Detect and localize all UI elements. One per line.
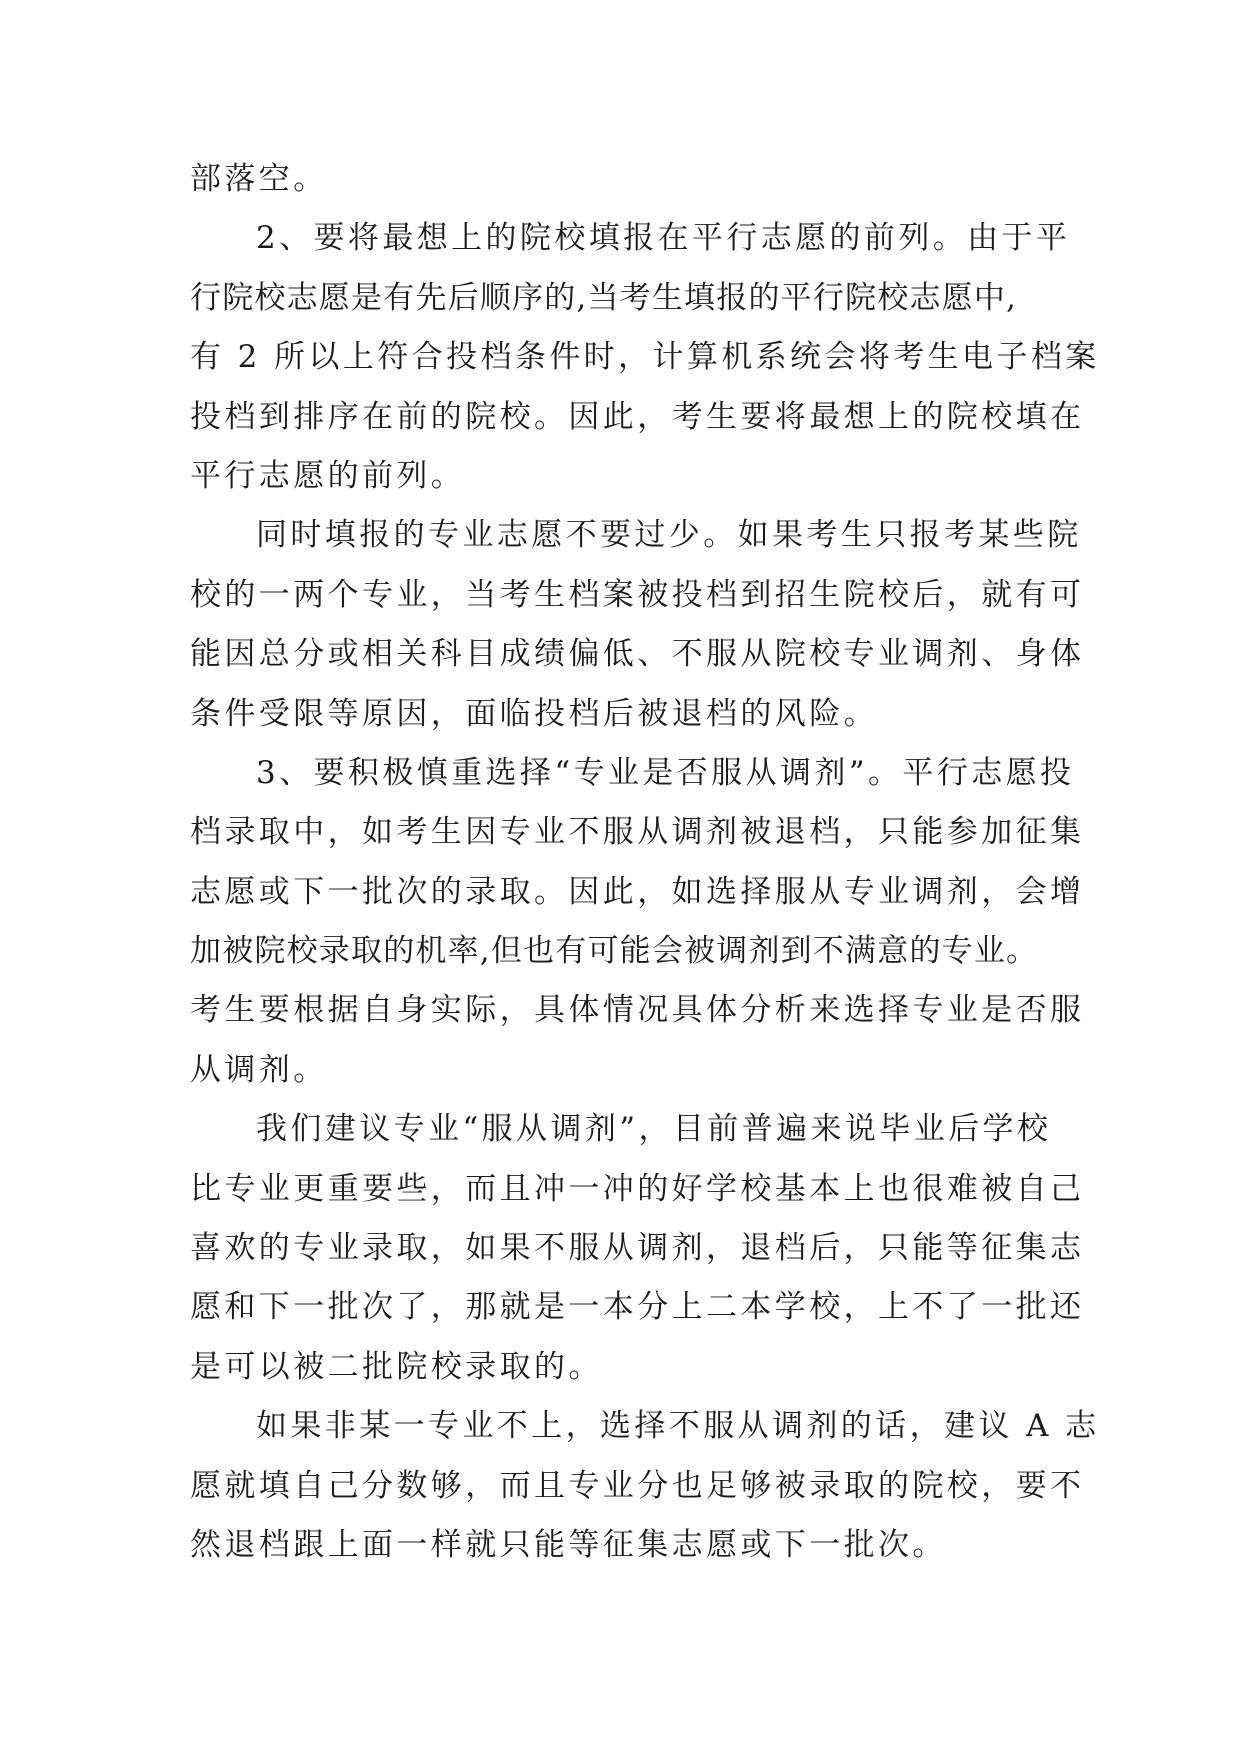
text-line: 校的一两个专业，当考生档案被投档到招生院校后，就有可 bbox=[190, 576, 1085, 613]
text-line: 如果非某一专业不上，选择不服从调剂的话，建议 A 志 bbox=[256, 1408, 1100, 1445]
text-line: 投档到排序在前的院校。因此，考生要将最想上的院校填在 bbox=[190, 398, 1085, 435]
text-line: 档录取中，如考生因专业不服从调剂被退档，只能参加征集 bbox=[190, 814, 1085, 851]
text-line: 能因总分或相关科目成绩偏低、不服从院校专业调剂、身体 bbox=[190, 636, 1085, 673]
text-line: 志愿或下一批次的录取。因此，如选择服从专业调剂，会增 bbox=[190, 873, 1085, 910]
text-line: 考生要根据自身实际，具体情况具体分析来选择专业是否服 bbox=[190, 992, 1085, 1029]
text-line: 2、要将最想上的院校填报在平行志愿的前列。由于平 bbox=[256, 220, 1071, 257]
text-line: 喜欢的专业录取，如果不服从调剂，退档后，只能等征集志 bbox=[190, 1230, 1085, 1267]
text-line: 行院校志愿是有先后顺序的,当考生填报的平行院校志愿中, bbox=[190, 279, 1018, 316]
text-line: 愿和下一批次了，那就是一本分上二本学校，上不了一批还 bbox=[190, 1289, 1085, 1326]
text-line: 然退档跟上面一样就只能等征集志愿或下一批次。 bbox=[190, 1526, 947, 1563]
text-line: 比专业更重要些，而且冲一冲的好学校基本上也很难被自己 bbox=[190, 1170, 1085, 1207]
text-line: 我们建议专业“服从调剂”，目前普遍来说毕业后学校 bbox=[256, 1111, 1052, 1148]
text-line: 条件受限等原因，面临投档后被退档的风险。 bbox=[190, 695, 878, 732]
text-line: 有 2 所以上符合投档条件时，计算机系统会将考生电子档案 bbox=[190, 339, 1100, 376]
text-line: 3、要积极慎重选择“专业是否服从调剂”。平行志愿投 bbox=[256, 754, 1075, 791]
text-line: 是可以被二批院校录取的。 bbox=[190, 1348, 603, 1385]
text-line: 愿就填自己分数够，而且专业分也足够被录取的院校，要不 bbox=[190, 1467, 1085, 1504]
document-body bbox=[190, 150, 1100, 1575]
text-line: 部落空。 bbox=[190, 161, 328, 197]
text-line: 平行志愿的前列。 bbox=[190, 457, 466, 494]
text-line: 从调剂。 bbox=[190, 1051, 328, 1088]
text-line: 同时填报的专业志愿不要过少。如果考生只报考某些院 bbox=[256, 517, 1082, 554]
text-line: 加被院校录取的机率,但也有可能会被调剂到不满意的专业。 bbox=[190, 933, 1039, 970]
